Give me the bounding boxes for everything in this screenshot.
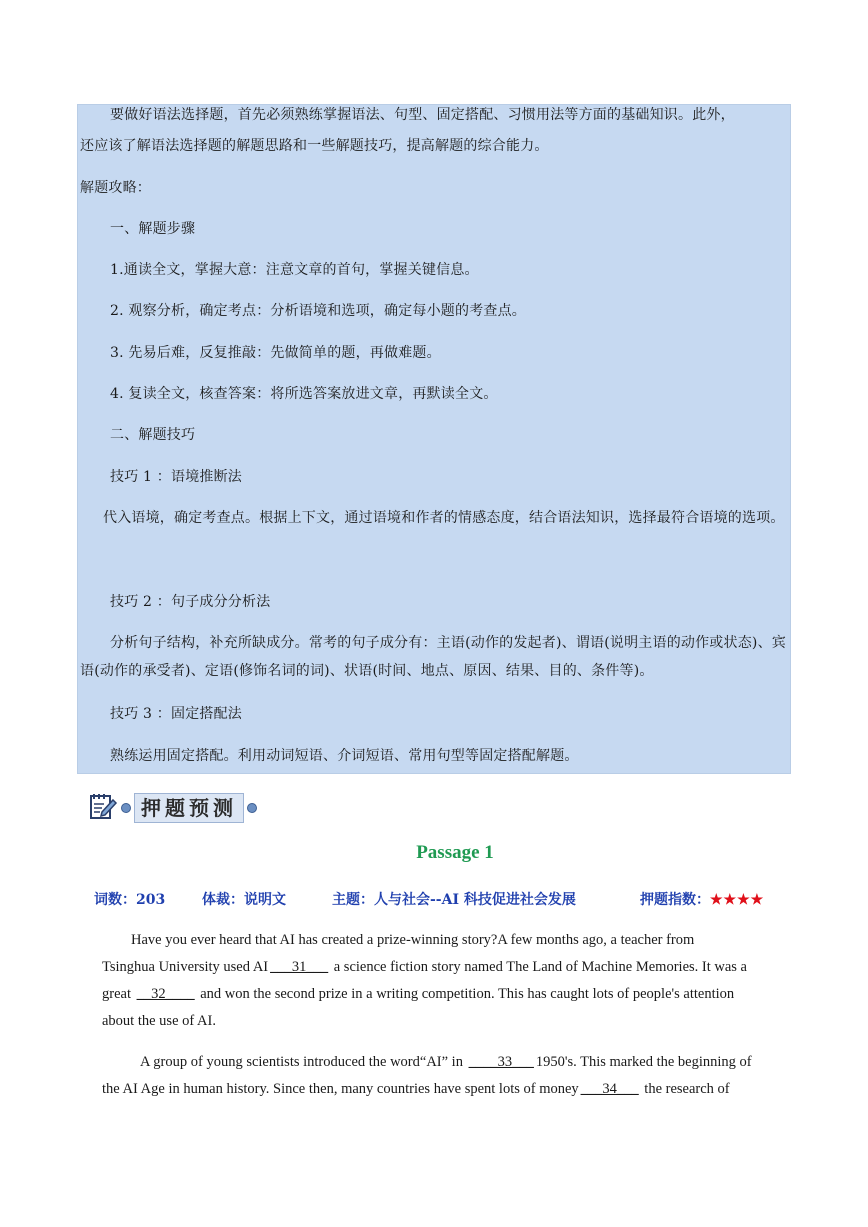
passage-title: Passage 1 <box>416 842 494 863</box>
tip-3-body: 熟练运用固定搭配。利用动词短语、介词短语、常用句型等固定搭配解题。 <box>110 748 579 764</box>
tip-2-body: 分析句子结构，补充所缺成分。常考的句子成分有：主语(动作的发起者)、谓语(说明主语的动作或状态)、宾语(动作的承受者)、定语(修饰名词的词)、状语(时间、地点、原因、结果、目的、条件等)。 <box>80 635 786 679</box>
tips-box <box>77 104 791 774</box>
step-4: 4. 复读全文，核查答案：将所选答案放进文章，再默读全文。 <box>110 386 498 402</box>
notepad-pencil-icon <box>88 791 118 825</box>
para1-line-2b: a science fiction story named The Land of Machine Memories. It was a <box>330 959 747 975</box>
rating-label: 押题指数： <box>640 892 710 908</box>
blank-32: __32____ <box>136 986 195 1002</box>
para1-line-2 <box>102 954 792 981</box>
section-2-heading: 二、解题技巧 <box>110 427 196 443</box>
passage-meta <box>94 889 794 911</box>
para1-line-3 <box>102 981 792 1008</box>
tip-3-heading: 技巧 3 ：固定搭配法 <box>110 706 243 722</box>
para1-line-4: about the use of AI. <box>102 1013 216 1029</box>
rating-stars: ★★★★ <box>710 892 765 908</box>
para1-line-2a: Tsinghua University used AI <box>102 959 269 975</box>
para2-line-2b: the research of <box>640 1081 730 1097</box>
para2-line-2a: the AI Age in human history. Since then, many countries have spent lots of money <box>102 1081 579 1097</box>
banner-dot-right <box>247 803 257 813</box>
passage-paragraph-2 <box>102 1049 792 1103</box>
step-2: 2. 观察分析，确定考点：分析语境和选项，确定每小题的考查点。 <box>110 303 527 319</box>
para1-line-3a: great <box>102 986 135 1002</box>
theme: 主题：人与社会--AI 科技促进社会发展 <box>332 892 576 908</box>
word-count: 词数：203 <box>94 892 166 908</box>
tip-1-heading: 技巧 1 ：语境推断法 <box>110 469 243 485</box>
intro-line-2: 还应该了解语法选择题的解题思路和一些解题技巧，提高解题的综合能力。 <box>80 138 549 154</box>
predict-title: 押题预测 <box>134 793 244 823</box>
intro-line-1: 要做好语法选择题，首先必须熟练掌握语法、句型、固定搭配、习惯用法等方面的基础知识。此外， <box>110 107 735 123</box>
blank-33: ____33___ <box>468 1054 534 1070</box>
para1-line-1: Have you ever heard that AI has created a prize-winning story?A few months ago, a teacher from <box>131 932 695 948</box>
step-3: 3. 先易后难，反复推敲：先做简单的题，再做难题。 <box>110 345 441 361</box>
predict-banner <box>88 791 260 825</box>
banner-dot-left <box>121 803 131 813</box>
para2-line-1b: 1950's. This marked the beginning of <box>535 1054 752 1070</box>
para1-line-3b: and won the second prize in a writing competition. This has caught lots of people's attention <box>196 986 735 1002</box>
tip-1-body: 代入语境，确定考查点。根据上下文，通过语境和作者的情感态度，结合语法知识，选择最符合语境的选项。 <box>103 510 785 526</box>
blank-34: ___34___ <box>580 1081 639 1097</box>
step-1: 1.通读全文，掌握大意：注意文章的首句，掌握关键信息。 <box>110 262 479 278</box>
para2-line-2 <box>102 1076 792 1103</box>
para2-line-1a: A group of young scientists introduced the word“AI” in <box>140 1054 467 1070</box>
section-1-heading: 一、解题步骤 <box>110 221 196 237</box>
tip-2-heading: 技巧 2 ：句子成分分析法 <box>110 594 271 610</box>
passage-paragraph-1 <box>102 927 792 1035</box>
genre: 体裁：说明文 <box>202 892 286 908</box>
strategy-heading: 解题攻略： <box>80 180 151 196</box>
para2-line-1 <box>102 1049 792 1076</box>
blank-31: ___31___ <box>270 959 329 975</box>
rating <box>640 889 764 909</box>
